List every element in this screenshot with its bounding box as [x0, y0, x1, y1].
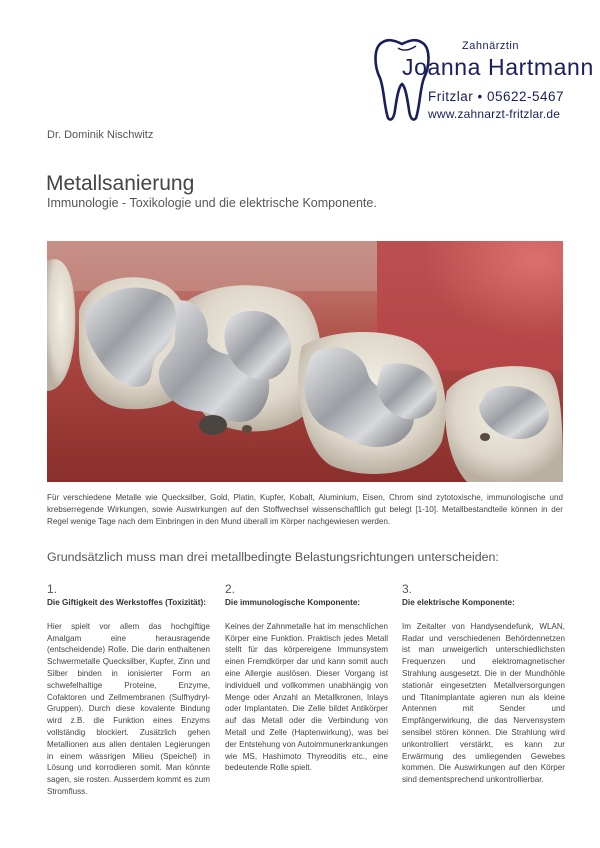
practice-name: Joanna Hartmann [402, 54, 594, 80]
column-number: 2. [225, 582, 236, 596]
column-heading: Die Giftigkeit des Werkstoffes (Toxizität): [47, 598, 206, 607]
column-immunology [225, 582, 388, 774]
column-number: 3. [402, 582, 413, 596]
column-heading: Die elektrische Komponente: [402, 598, 515, 607]
column-body: Hier spielt vor allem das hochgiftige Amalgam eine herausragende (entscheidende) Rolle. Die darin enthaltenen Schwermetalle Quecksilber, Kupfer, Zinn und Silber binden in ionisierter Form an schwefelhaltige Proteine, Enzyme, Cofaktoren und Zellmembranen (Sulfhydryl-Gruppen). Durch diese kovalente Bindung wird z.B. die Funktion eines Enzyms vollständig blockiert. Zusätzlich gehen Metallionen aus allen dentalen Legierungen in einem wässrigen Milieu (Speichel) in Lösung und korrodieren somit. Man könnte sagen, sie rosten. Ausserdem kommt es zum Stromfluss. [47, 621, 210, 796]
practice-website-link[interactable]: www.zahnarzt-fritzlar.de [428, 107, 561, 121]
dental-photo [47, 241, 563, 482]
column-body: Im Zeitalter von Handysendefunk, WLAN, Radar und verschiedenen Behördennetzen ist man unweigerlich unterschiedlichsten Frequenzen und elektromagnetischer Strahlung ausgesetzt. Die in der Mundhöhle stationär eingesetzten Metallversorgungen und Titanimplantate agieren nun als kleine Antennen mit Sender und Empfängerwirkung, die das Nervensystem sensibel stören können. Die Strahlung wird unkontrolliert verstärkt, es kann zur Erwärmung des umliegenden Gewebes kommen. Die Auswirkungen auf den Körper sind dementsprechend unkontrollierbar. [402, 621, 565, 785]
column-body: Keines der Zahnmetalle hat im menschlichen Körper eine Funktion. Praktisch jedes Metall stellt für das körpereigene Immunsystem einen Fremdkörper dar und kann somit auch eine Allergie auslösen. Dieser Vorgang ist individuell und vollkommen unabhängig von Menge oder Anzahl an Metallkronen, Inlays oder Implantaten. Die Zelle bildet Antikörper auf das Metall oder die Verbindung von Metall und Zelle (Haptenwirkung), was bei der Entstehung von Autoimmunerkrankungen wie MS, Hashimoto Thyreoditis etc., eine bedeutende Rolle spielt. [225, 621, 388, 773]
intro-paragraph: Für verschiedene Metalle wie Quecksilber, Gold, Platin, Kupfer, Kobalt, Aluminium, Eisen, Chrom sind zytotoxische, immunologische und krebserregende Wirkungen, sowie Auswirkungen auf den Stoffwechsel wissenschaftlich gut belegt [1-10]. Metallbestandteile können in der Regel wenige Tage nach dem Einbringen in den Mund überall im Körper nachgewiesen werden. [47, 493, 563, 526]
author-name: Dr. Dominik Nischwitz [47, 129, 154, 141]
column-number: 1. [47, 582, 58, 596]
practice-role: Zahnärztin [462, 40, 519, 52]
page-title: Metallsanierung [46, 172, 195, 195]
column-toxicity [47, 582, 210, 798]
page-subtitle: Immunologie - Toxikologie und die elektrische Komponente. [47, 196, 377, 210]
column-electrical [402, 582, 565, 786]
practice-contact: Fritzlar • 05622-5467 [428, 89, 565, 104]
section-lead: Grundsätzlich muss man drei metallbedingte Belastungsrichtungen unterscheiden: [47, 550, 499, 564]
column-heading: Die immunologische Komponente: [225, 598, 361, 607]
